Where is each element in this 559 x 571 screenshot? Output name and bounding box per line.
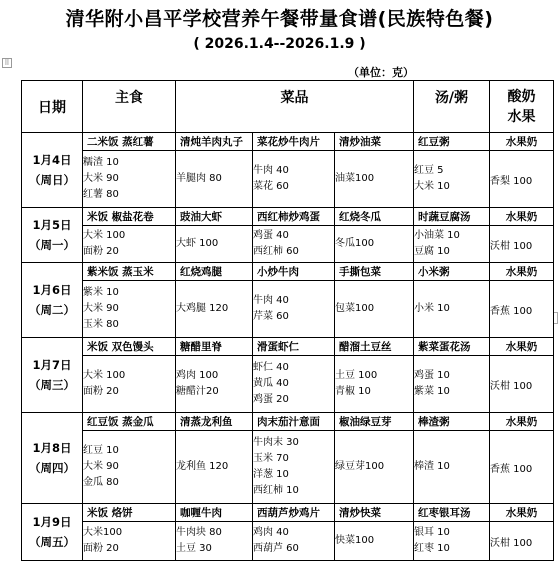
dish2-name: 滑蛋虾仁: [253, 338, 335, 356]
dish3-name: 红烧冬瓜: [335, 208, 414, 226]
dish1-name: 豉油大虾: [176, 208, 253, 226]
date-range: ( 2026.1.4--2026.1.9 ): [193, 36, 366, 52]
day-date: 1月5日: [32, 218, 72, 232]
dish3-ingredients: [335, 522, 414, 561]
header-soup: 汤/粥: [414, 81, 490, 133]
ingredient-line: 紫米 10: [83, 287, 119, 298]
dish-name-row: [22, 263, 554, 281]
header-staple: 主食: [83, 81, 176, 133]
ingredient-row: [22, 522, 554, 561]
soup-name: 时蔬豆腐汤: [414, 208, 490, 226]
ingredient-line: 玉米 70: [253, 453, 289, 464]
ingredient-line: 鸡蛋 10: [414, 370, 450, 381]
dish3-name: 椒油绿豆芽: [335, 413, 414, 431]
ingredient-line: 小米 10: [414, 303, 450, 314]
staple-name: 紫米饭 蒸玉米: [83, 263, 176, 281]
ingredient-line: 棒渣 10: [414, 461, 450, 472]
ingredient-line: 大米 10: [414, 181, 450, 192]
staple-ingredients: [83, 356, 176, 413]
day-date: 1月9日: [32, 515, 72, 529]
dish3-name: 清炒快菜: [335, 504, 414, 522]
day-weekday: （周三）: [29, 378, 75, 392]
staple-ingredients: [83, 281, 176, 338]
ingredient-line: 菜花 60: [253, 181, 289, 192]
table-move-handle-icon[interactable]: ⠿: [2, 58, 12, 68]
day-weekday: （周五）: [29, 535, 75, 549]
ingredient-line: 西红柿 10: [253, 485, 299, 496]
soup-ingredients: [414, 431, 490, 504]
staple-name: 米饭 椒盐花卷: [83, 208, 176, 226]
ingredient-line: 大米 100: [83, 370, 126, 381]
staple-name: 米饭 烙饼: [83, 504, 176, 522]
ingredient-line: 黄瓜 40: [253, 378, 289, 389]
ingredient-line: 大米 90: [83, 173, 119, 184]
ingredient-line: 红枣 10: [414, 543, 450, 554]
ingredient-line: 鸡肉 100: [176, 370, 219, 381]
dish1-name: 咖喱牛肉: [176, 504, 253, 522]
day-date: 1月6日: [32, 283, 72, 297]
ingredient-line: 冬瓜100: [335, 238, 375, 249]
soup-ingredients: [414, 226, 490, 263]
ingredient-line: 糖醋汁20: [176, 386, 219, 397]
ingredient-line: 土豆 100: [335, 370, 378, 381]
ingredient-line: 包菜100: [335, 303, 375, 314]
ingredient-line: 绿豆芽100: [335, 461, 385, 472]
drink-name: 水果奶: [490, 263, 554, 281]
ingredient-line: 大虾 100: [176, 238, 219, 249]
fruit-amount: 香蕉 100: [490, 431, 554, 504]
ingredient-line: 鸡蛋 20: [253, 394, 289, 405]
staple-name: 红豆饭 蒸金瓜: [83, 413, 176, 431]
day-date: 1月8日: [32, 441, 72, 455]
staple-ingredients: [83, 522, 176, 561]
ingredient-line: 糯渣 10: [83, 157, 119, 168]
soup-name: 棒渣粥: [414, 413, 490, 431]
ingredient-line: 大米 90: [83, 303, 119, 314]
ingredient-line: 小油菜 10: [414, 230, 460, 241]
fruit-amount: 沃柑 100: [490, 226, 554, 263]
ingredient-line: 大米 90: [83, 461, 119, 472]
dish3-ingredients: [335, 226, 414, 263]
ingredient-row: [22, 431, 554, 504]
dish1-ingredients: [176, 356, 253, 413]
dish3-ingredients: [335, 356, 414, 413]
staple-ingredients: [83, 151, 176, 208]
day-weekday: （周一）: [29, 238, 75, 252]
ingredient-line: 油菜100: [335, 173, 375, 184]
dish1-ingredients: [176, 522, 253, 561]
day-weekday: （周日）: [29, 173, 75, 187]
day-cell: [22, 338, 83, 413]
ingredient-line: 面粉 20: [83, 246, 119, 257]
header-yogurt: 酸奶: [507, 88, 536, 105]
soup-name: 小米粥: [414, 263, 490, 281]
ingredient-line: 鸡蛋 40: [253, 230, 289, 241]
ingredient-line: 牛肉 40: [253, 295, 289, 306]
drink-name: 水果奶: [490, 504, 554, 522]
day-date: 1月4日: [32, 153, 72, 167]
dish1-ingredients: [176, 151, 253, 208]
dish-name-row: [22, 413, 554, 431]
fruit-amount: 香梨 100: [490, 151, 554, 208]
day-date: 1月7日: [32, 358, 72, 372]
day-cell: [22, 504, 83, 561]
day-cell: [22, 208, 83, 263]
ingredient-line: 牛肉末 30: [253, 437, 299, 448]
dish3-ingredients: [335, 151, 414, 208]
dish1-ingredients: [176, 431, 253, 504]
dish3-name: 醋溜土豆丝: [335, 338, 414, 356]
ingredient-line: 牛肉块 80: [176, 527, 222, 538]
fruit-amount: 香蕉 100: [490, 281, 554, 338]
soup-ingredients: [414, 151, 490, 208]
dish2-ingredients: [253, 522, 335, 561]
ingredient-line: 红薯 80: [83, 189, 119, 200]
drink-name: 水果奶: [490, 413, 554, 431]
unit-label: （单位：克）: [348, 66, 414, 79]
soup-name: 红豆粥: [414, 133, 490, 151]
ingredient-line: 玉米 80: [83, 319, 119, 330]
menu-body: [22, 133, 554, 561]
ingredient-line: 豆腐 10: [414, 246, 450, 257]
ingredient-line: 青椒 10: [335, 386, 371, 397]
ingredient-line: 洋葱 10: [253, 469, 289, 480]
ingredient-line: 紫菜 10: [414, 386, 450, 397]
dish2-name: 菜花炒牛肉片: [253, 133, 335, 151]
dish1-name: 清炖羊肉丸子: [176, 133, 253, 151]
ingredient-line: 银耳 10: [414, 527, 450, 538]
drink-name: 水果奶: [490, 338, 554, 356]
drink-name: 水果奶: [490, 133, 554, 151]
dish3-ingredients: [335, 281, 414, 338]
ingredient-line: 牛肉 40: [253, 165, 289, 176]
header-fruit: 水果: [507, 108, 536, 125]
dish2-ingredients: [253, 151, 335, 208]
ingredient-line: 龙利鱼 120: [176, 461, 229, 472]
fruit-amount: 沃柑 100: [490, 356, 554, 413]
dish-name-row: [22, 504, 554, 522]
dish2-name: 肉末茄汁意面: [253, 413, 335, 431]
ingredient-row: [22, 151, 554, 208]
staple-ingredients: [83, 431, 176, 504]
dish3-ingredients: [335, 431, 414, 504]
ingredient-line: 大米 100: [83, 230, 126, 241]
header-date: 日期: [22, 81, 83, 133]
menu-table: [21, 80, 554, 561]
ingredient-line: 西红柿 60: [253, 246, 299, 257]
dish-name-row: [22, 208, 554, 226]
dish-name-row: [22, 338, 554, 356]
dish1-ingredients: [176, 226, 253, 263]
ingredient-line: 金瓜 80: [83, 477, 119, 488]
day-weekday: （周四）: [29, 461, 75, 475]
soup-name: 红枣银耳汤: [414, 504, 490, 522]
ingredient-line: 芹菜 60: [253, 311, 289, 322]
ingredient-line: 面粉 20: [83, 543, 119, 554]
fruit-amount: 沃柑 100: [490, 522, 554, 561]
day-cell: [22, 133, 83, 208]
soup-ingredients: [414, 522, 490, 561]
dish3-name: 清炒油菜: [335, 133, 414, 151]
ingredient-line: 大鸡腿 120: [176, 303, 229, 314]
day-weekday: （周二）: [29, 303, 75, 317]
dish2-ingredients: [253, 226, 335, 263]
dish3-name: 手撕包菜: [335, 263, 414, 281]
ingredient-row: [22, 281, 554, 338]
header-dishes: 菜品: [176, 81, 414, 133]
day-cell: [22, 263, 83, 338]
ingredient-line: 快菜100: [335, 535, 375, 546]
ingredient-line: 面粉 20: [83, 386, 119, 397]
ingredient-row: [22, 226, 554, 263]
dish1-name: 清蒸龙利鱼: [176, 413, 253, 431]
dish2-name: 小炒牛肉: [253, 263, 335, 281]
dish2-ingredients: [253, 356, 335, 413]
staple-name: 二米饭 蒸红薯: [83, 133, 176, 151]
dish1-name: 红烧鸡腿: [176, 263, 253, 281]
drink-name: 水果奶: [490, 208, 554, 226]
ingredient-line: 鸡肉 40: [253, 527, 289, 538]
ingredient-line: 红豆 10: [83, 445, 119, 456]
dish-name-row: [22, 133, 554, 151]
ingredient-row: [22, 356, 554, 413]
soup-name: 紫菜蛋花汤: [414, 338, 490, 356]
staple-ingredients: [83, 226, 176, 263]
dish2-ingredients: [253, 281, 335, 338]
dish1-ingredients: [176, 281, 253, 338]
menu-title: 清华附小昌平学校营养午餐带量食谱(民族特色餐): [65, 8, 494, 30]
dish2-ingredients: [253, 431, 335, 504]
ingredient-line: 虾仁 40: [253, 362, 289, 373]
soup-ingredients: [414, 356, 490, 413]
staple-name: 米饭 双色馒头: [83, 338, 176, 356]
dish1-name: 糖醋里脊: [176, 338, 253, 356]
dish2-name: 西红柿炒鸡蛋: [253, 208, 335, 226]
ingredient-line: 大米100: [83, 527, 123, 538]
ingredient-line: 西葫芦 60: [253, 543, 299, 554]
day-cell: [22, 413, 83, 504]
ingredient-line: 红豆 5: [414, 165, 444, 176]
ingredient-line: 羊腿肉 80: [176, 173, 222, 184]
soup-ingredients: [414, 281, 490, 338]
ingredient-line: 土豆 30: [176, 543, 212, 554]
dish2-name: 西葫芦炒鸡片: [253, 504, 335, 522]
header-yogurt-fruit: [490, 81, 554, 133]
